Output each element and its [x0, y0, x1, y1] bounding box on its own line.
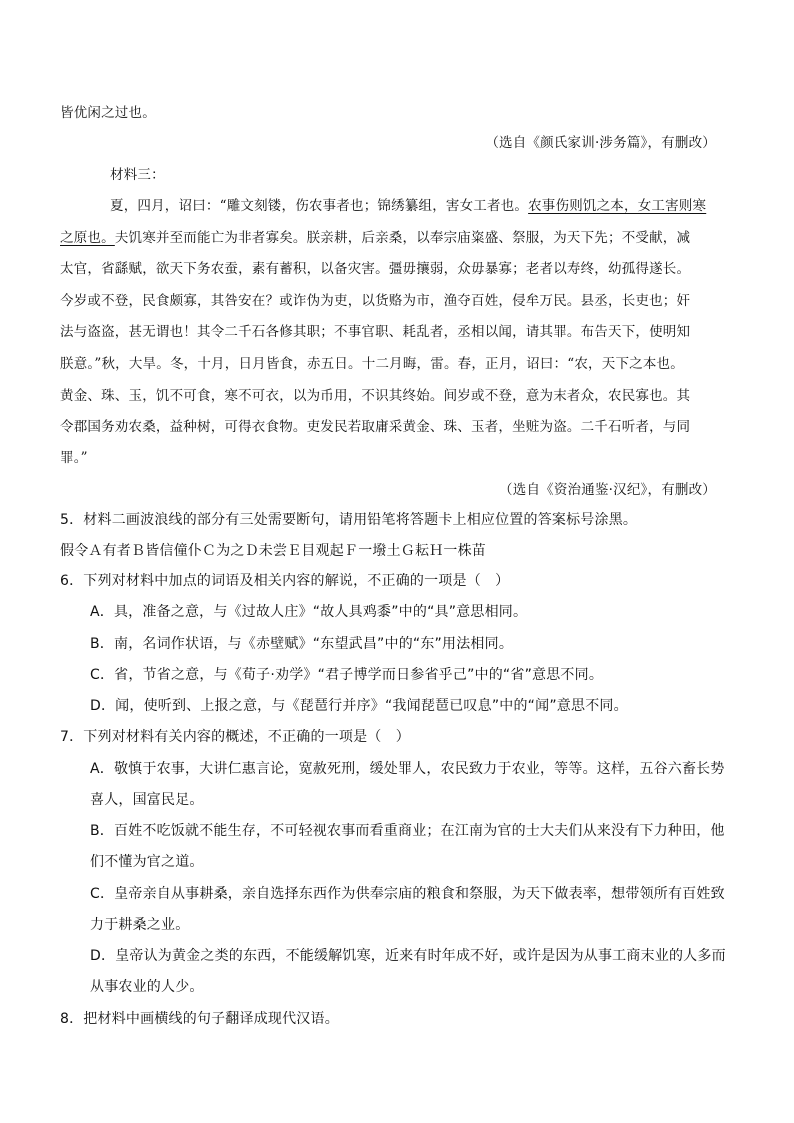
question-7-option-c: C．皇帝亲自从事耕桑，亲自选择东西作为供奉宗庙的粮食和祭服，为天下做表率，想带领所有百姓致 [90, 886, 725, 902]
material3-line: 之原也。夫饥寒并至而能亡为非者寡矣。朕亲耕，后亲桑，以奉宗庙粢盛、祭服，为天下先；不受献，减 [60, 230, 691, 246]
question-7-option-b: B．百姓不吃饭就不能生存，不可轻视农事而看重商业；在江南为官的士大夫们从来没有下力种田，他 [90, 823, 725, 839]
question-5: 5．材料二画波浪线的部分有三处需要断句，请用铅笔将答题卡上相应位置的答案标号涂黑。 [60, 512, 638, 528]
question-7-option-c-cont: 力于耕桑之业。 [90, 917, 190, 933]
question-6: 6．下列对材料中加点的词语及相关内容的解说，不正确的一项是（ ） [60, 573, 510, 589]
material3-line: 朕意。”秋，大旱。冬，十月，日月皆食，赤五日。十二月晦，雷。春，正月，诏曰：“农，天下之本也。 [60, 356, 684, 372]
question-6-option-d: D．闻，使听到、上报之意，与《琵琶行并序》“我闻琵琶已叹息”中的“闻”意思不同。 [90, 698, 628, 714]
question-6-option-a: A．具，准备之意，与《过故人庄》“故人具鸡黍”中的“具”意思相同。 [90, 604, 528, 620]
source-citation-2: （选自《颜氏家训·涉务篇》，有删改） [485, 135, 716, 151]
question-7-option-d: D．皇帝认为黄金之类的东西，不能缓解饥寒，近来有时年成不好，或许是因为从事工商末业的人多而 [90, 948, 726, 964]
underlined-sentence: 农事伤则饥之本，女工害则寒 [528, 198, 707, 214]
material3-line: 罪。” [60, 450, 88, 466]
underlined-sentence: 之原也。 [60, 230, 115, 246]
material3-line: 今岁或不登，民食颇寡，其咎安在？或诈伪为吏，以货赂为市，渔夺百姓，侵牟万民。县丞，长吏也；奸 [60, 293, 691, 309]
question-5-options: 假令Ａ有者Ｂ皆信僮仆Ｃ为之Ｄ未尝Ｅ目观起Ｆ一墢土Ｇ耘Ｈ一株苗 [60, 543, 486, 559]
question-7: 7．下列对材料有关内容的概述，不正确的一项是（ ） [60, 729, 410, 745]
material3-line: 黄金、珠、玉，饥不可食，寒不可衣，以为币用，不识其终始。间岁或不登，意为末者众，农民寡也。其 [60, 388, 691, 404]
material3-line: 夏，四月，诏曰：“雕文刻镂，伤农事者也；锦绣纂组，害女工者也。农事伤则饥之本，女工害则寒 [110, 198, 707, 214]
question-7-option-d-cont: 从事农业的人少。 [90, 979, 204, 995]
question-7-option-a: A．敬慎于农事，大讲仁惠言论，宽赦死刑，缓处罪人，农民致力于农业，等等。这样，五谷六畜长势 [90, 761, 725, 777]
source-citation-3: （选自《资治通鉴·汉纪》，有删改） [499, 482, 716, 498]
material3-line: 法与盗盗，甚无谓也！其令二千石各修其职；不事官职、耗乱者，丞相以闻，请其罪。布告天下，使明知 [60, 324, 691, 340]
material3-line: 太官，省繇赋，欲天下务农蚕，素有蓄积，以备灾害。彊毋攘弱，众毋暴寡；老者以寿终，幼孤得遂长。 [60, 261, 691, 277]
question-6-option-c: C．省，节省之意，与《荀子·劝学》“君子博学而日参省乎己”中的“省”意思不同。 [90, 667, 604, 683]
material2-tail: 皆优闲之过也。 [60, 105, 156, 121]
question-6-option-b: B．南，名词作状语，与《赤壁赋》“东望武昌”中的“东”用法相同。 [90, 636, 514, 652]
material3-line: 令郡国务劝农桑，益种树，可得衣食物。吏发民若取庸采黄金、珠、玉者，坐赃为盗。二千石听者，与同 [60, 419, 691, 435]
question-8: 8．把材料中画横线的句子翻译成现代汉语。 [60, 1011, 339, 1027]
question-7-option-b-cont: 们不懂为官之道。 [90, 854, 204, 870]
material3-label: 材料三： [110, 167, 165, 183]
question-7-option-a-cont: 喜人，国富民足。 [90, 792, 204, 808]
